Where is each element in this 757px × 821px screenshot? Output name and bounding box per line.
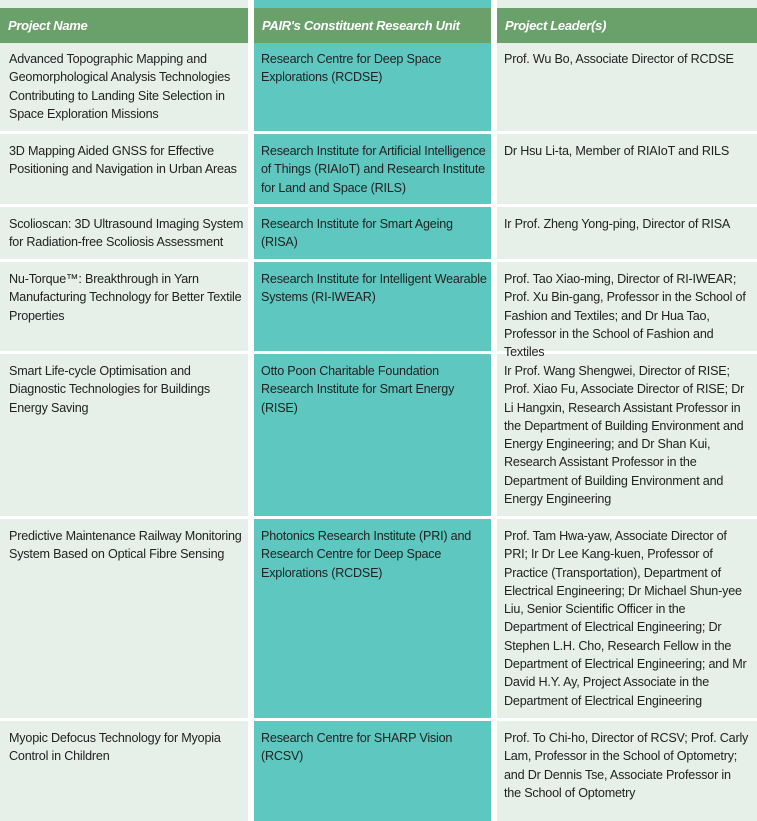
research-unit-cell: Research Institute for Smart Ageing (RISA) [261,217,453,250]
project-name-cell: 3D Mapping Aided GNSS for Effective Positioning and Navigation in Urban Areas [9,144,237,177]
header-project-name: Project Name [0,8,248,43]
project-name-cell: Advanced Topographic Mapping and Geomorphological Analysis Technologies Contributing to Landing Site Selection in Space Exploration Missions [9,52,231,121]
project-leaders-cell: Ir Prof. Zheng Yong-ping, Director of RISA [504,217,731,231]
row-divider [0,204,757,207]
header-project-leaders: Project Leader(s) [497,8,757,43]
row-divider [0,131,757,134]
research-unit-cell: Research Institute for Artificial Intelligence of Things (RIAIoT) and Research Institute for Land and Space (RILS) [261,144,486,195]
project-leaders-cell: Prof. Wu Bo, Associate Director of RCDSE [504,52,734,66]
research-unit-cell: Research Centre for Deep Space Explorations (RCDSE) [261,52,442,85]
research-unit-cell: Research Institute for Intelligent Wearable Systems (RI-IWEAR) [261,272,487,305]
header-research-unit: PAIR's Constituent Research Unit [254,8,491,43]
project-name-cell: Smart Life-cycle Optimisation and Diagnostic Technologies for Buildings Energy Saving [9,364,210,415]
project-name-cell: Nu-Torque™: Breakthrough in Yarn Manufacturing Technology for Better Textile Properties [9,272,242,323]
project-leaders-cell: Ir Prof. Wang Shengwei, Director of RISE; Prof. Xiao Fu, Associate Director of RISE; Dr Li Hangxin, Research Assistant Professor in the Department of Building Environment and Energy Engineering; and Dr Shan Kui, Research Assistant Professor in the Department of Building Environment and Energy Engineering [504,364,745,507]
project-leaders-cell: Prof. Tao Xiao-ming, Director of RI-IWEAR; Prof. Xu Bin-gang, Professor in the School of Fashion and Textiles; and Dr Hua Tao, Professor in the School of Fashion and Textiles [504,272,746,360]
row-divider [0,718,757,721]
research-unit-cell: Otto Poon Charitable Foundation Research Institute for Smart Energy (RISE) [261,364,455,415]
project-name-cell: Scolioscan: 3D Ultrasound Imaging System for Radiation-free Scoliosis Assessment [9,217,244,250]
project-name-cell: Myopic Defocus Technology for Myopia Control in Children [9,731,221,764]
project-leaders-cell: Prof. To Chi-ho, Director of RCSV; Prof. Carly Lam, Professor in the School of Optometry; and Dr Dennis Tse, Associate Professor in the School of Optometry [504,731,749,800]
research-unit-cell: Photonics Research Institute (PRI) and Research Centre for Deep Space Explorations (RCDSE) [261,529,472,580]
row-divider [0,259,757,262]
project-leaders-cell: Prof. Tam Hwa-yaw, Associate Director of PRI; Ir Dr Lee Kang-kuen, Professor of Practice (Transportation), Department of Electrical Engineering; Dr Michael Shun-yee Liu, Senior Scientific Officer in the Department of Electrical Engineering; Dr Stephen L.H. Cho, Research Fellow in the Department of Electrical Engineering; and Mr David H.Y. Ay, Project Associate in the Department of Electrical Engineering [504,529,747,708]
research-unit-cell: Research Centre for SHARP Vision (RCSV) [261,731,453,764]
row-divider [0,516,757,519]
project-leaders-cell: Dr Hsu Li-ta, Member of RIAIoT and RILS [504,144,730,158]
project-name-cell: Predictive Maintenance Railway Monitoring System Based on Optical Fibre Sensing [9,529,242,562]
